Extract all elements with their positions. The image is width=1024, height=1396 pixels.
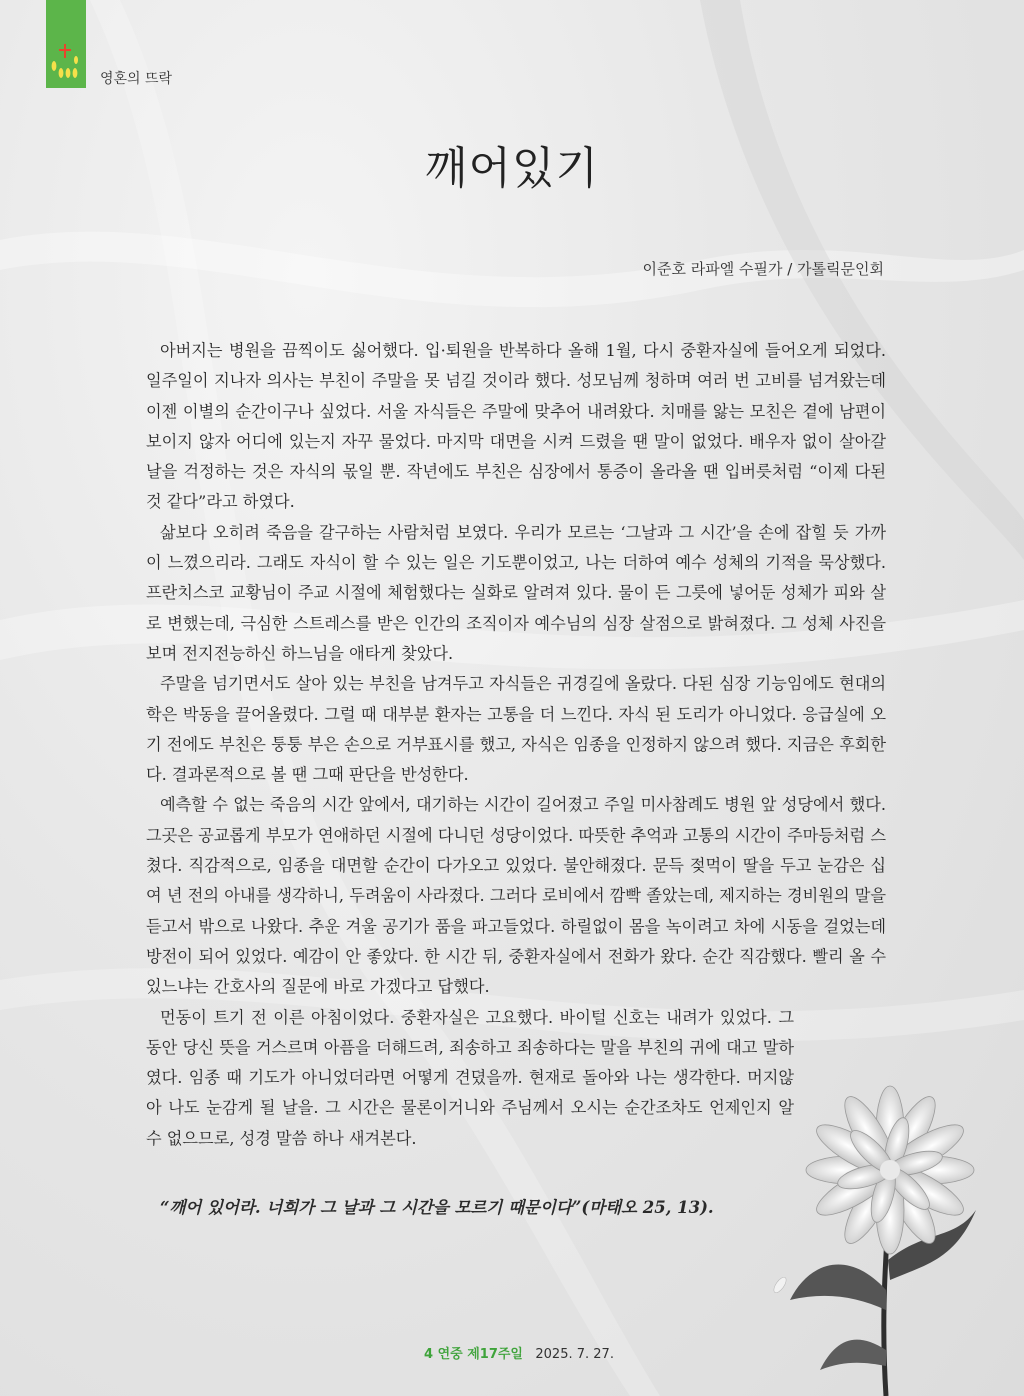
church-cross-logo-icon: [46, 0, 86, 88]
paragraph: 주말을 넘기면서도 살아 있는 부친을 남겨두고 자식들은 귀경길에 올랐다. 다된 심장 기능임에도 현대의학은 박동을 끌어올렸다. 그럴 때 대부분 환자는 고통을 더 느낀다. 자식 된 도리가 아니었다. 응급실에 오기 전에도 부친은 퉁퉁 부은 손으로 거부표시를 했고, 자식은 임종을 인정하지 않으려 했다. 지금은 후회한다. 결과론적으로 볼 땐 그때 판단을 반성한다.: [146, 674, 886, 785]
article-body: [146, 336, 886, 1154]
issue-date: 2025. 7. 27.: [535, 1347, 614, 1362]
section-tab: [46, 0, 86, 88]
paragraph: 아버지는 병원을 끔찍이도 싫어했다. 입·퇴원을 반복하다 올해 1월, 다시 중환자실에 들어오게 되었다. 일주일이 지나자 의사는 부친이 주말을 못 넘길 것이라 했다. 성모님께 청하며 여러 번 고비를 넘겨왔는데 이젠 이별의 순간이구나 싶었다. 서울 자식들은 주말에 맞추어 내려왔다. 치매를 앓는 모친은 곁에 남편이 보이지 않자 어디에 있는지 자꾸 물었다. 마지막 대면을 시켜 드렸을 땐 말이 없었다. 배우자 없이 살아갈 날을 걱정하는 것은 자식의 몫일 뿐. 작년에도 부친은 심장에서 통증이 올라올 땐 입버릇처럼 “이제 다된 것 같다”라고 하였다.: [146, 341, 886, 512]
author-byline: 이준호 라파엘 수필가 / 가톨릭문인회: [642, 260, 884, 278]
chrysanthemum-flower-icon: [740, 1060, 1024, 1396]
page-title: 깨어있기: [424, 143, 599, 194]
paragraph: 삶보다 오히려 죽음을 갈구하는 사람처럼 보였다. 우리가 모르는 ‘그날과 그 시간’을 손에 잡힐 듯 가까이 느꼈으리라. 그래도 자식이 할 수 있는 일은 기도뿐이었고, 나는 더하여 예수 성체의 기적을 묵상했다. 프란치스코 교황님이 주교 시절에 체험했다는 실화로 알려져 있다. 물이 든 그릇에 넣어둔 성체가 피와 살로 변했는데, 극심한 스트레스를 받은 인간의 조직이자 예수님의 심장 살점으로 밝혀졌다. 그 성체 사진을 보며 전지전능하신 하느님을 애타게 찾았다.: [146, 522, 886, 663]
scripture-quote: “깨어 있어라. 너희가 그 날과 그 시간을 모르기 때문이다”(마태오 25, 13).: [160, 1198, 714, 1217]
page-info: 4 연중 제17주일: [424, 1347, 523, 1362]
page-footer: [424, 1343, 614, 1362]
section-label: 영혼의 뜨락: [100, 71, 173, 87]
paragraph: 먼동이 트기 전 이른 아침이었다. 중환자실은 고요했다. 바이털 신호는 내려가 있었다. 그동안 당신 뜻을 거스르며 아픔을 더해드려, 죄송하고 죄송하다는 말을 부친의 귀에 대고 말하였다. 임종 때 기도가 아니었더라면 어떻게 견뎠을까. 현재로 돌아와 나는 생각한다. 머지않아 나도 눈감게 될 날을. 그 시간은 물론이거니와 주님께서 오시는 순간조차도 언제인지 알 수 없으므로, 성경 말씀 하나 새겨본다.: [146, 1007, 794, 1148]
paragraph: 예측할 수 없는 죽음의 시간 앞에서, 대기하는 시간이 길어졌고 주일 미사참례도 병원 앞 성당에서 했다. 그곳은 공교롭게 부모가 연애하던 시절에 다니던 성당이었다. 따뜻한 추억과 고통의 시간이 주마등처럼 스쳤다. 직감적으로, 임종을 대면할 순간이 다가오고 있었다. 불안해졌다. 문득 젖먹이 딸을 두고 눈감은 십여 년 전의 아내를 생각하니, 두려움이 사라졌다. 그러다 로비에서 깜빡 졸았는데, 제지하는 경비원의 말을 듣고서 밖으로 나왔다. 추운 겨울 공기가 품을 파고들었다. 하릴없이 몸을 녹이려고 차에 시동을 걸었는데 방전이 되어 있었다. 예감이 안 좋았다. 한 시간 뒤, 중환자실에서 전화가 왔다. 순간 직감했다. 빨리 올 수 있느냐는 간호사의 질문에 바로 가겠다고 답했다.: [146, 795, 886, 997]
